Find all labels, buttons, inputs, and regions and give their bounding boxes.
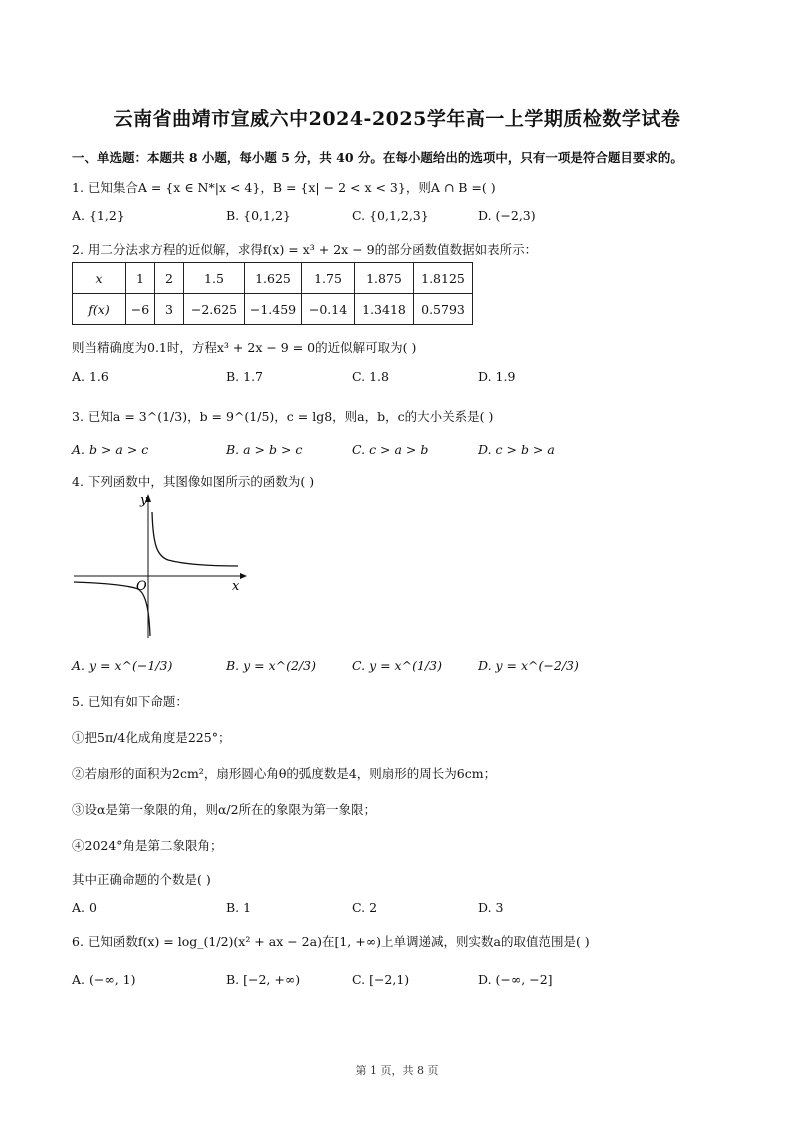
option-a: A. {1,2}: [72, 208, 125, 223]
option-c: C. {0,1,2,3}: [352, 208, 429, 223]
function-graph: [72, 490, 252, 640]
table-cell: 1.3418: [355, 294, 414, 325]
question-2-followup: 则当精确度为0.1时，方程x³ + 2x − 9 = 0的近似解可取为( ): [72, 340, 417, 355]
option-a: A. y = x^(−1/3): [72, 658, 173, 673]
option-c: C. [−2,1): [352, 972, 410, 987]
table-cell: 1.625: [245, 263, 302, 294]
table-cell: 2: [155, 263, 184, 294]
option-b: B. 1.7: [226, 369, 264, 384]
option-b: B. a > b > c: [226, 442, 303, 457]
table-cell: −1.459: [245, 294, 302, 325]
y-axis-label: y: [140, 493, 148, 508]
option-b: B. [−2, +∞): [226, 972, 301, 987]
option-a: A. (−∞, 1): [72, 972, 136, 987]
option-c: C. 2: [352, 900, 378, 915]
question-3-options: [72, 442, 632, 460]
proposition-3: ③设α是第一象限的角，则α/2所在的象限为第一象限；: [72, 802, 377, 817]
option-b: B. 1: [226, 900, 252, 915]
question-4-options: [72, 658, 632, 676]
proposition-1: ①把5π/4化成角度是225°；: [72, 730, 231, 745]
proposition-2: ②若扇形的面积为2cm²，扇形圆心角θ的弧度数是4，则扇形的周长为6cm；: [72, 766, 497, 781]
option-a: A. 1.6: [72, 369, 109, 384]
option-c: C. 1.8: [352, 369, 389, 384]
option-d: D. 3: [478, 900, 504, 915]
table-cell: 1.5: [184, 263, 245, 294]
table-cell: 1.875: [355, 263, 414, 294]
proposition-4: ④2024°角是第二象限角；: [72, 838, 223, 853]
x-axis-arrow: [240, 573, 247, 579]
x-axis-label: x: [232, 579, 240, 594]
table-cell: 3: [155, 294, 184, 325]
option-d: D. 1.9: [478, 369, 516, 384]
table-cell: 1.75: [302, 263, 355, 294]
option-d: D. (−∞, −2]: [478, 972, 553, 987]
curve-right-branch: [152, 512, 238, 566]
question-4-stem: 4. 下列函数中，其图像如图所示的函数为( ): [72, 474, 315, 489]
table-cell: −2.625: [184, 294, 245, 325]
table-cell: 1: [126, 263, 155, 294]
option-d: D. y = x^(−2/3): [478, 658, 579, 673]
page-footer: 第 1 页，共 8 页: [355, 1064, 439, 1077]
question-5-options: [72, 900, 632, 918]
table-row: [73, 294, 473, 325]
option-d: D. (−2,3): [478, 208, 536, 223]
function-value-table: [72, 262, 473, 325]
option-a: A. 0: [72, 900, 97, 915]
option-c: C. c > a > b: [352, 442, 429, 457]
table-row: [73, 263, 473, 294]
option-a: A. b > a > c: [72, 442, 149, 457]
question-6-options: [72, 972, 632, 990]
question-1-options: [72, 208, 632, 226]
table-cell: x: [73, 263, 126, 294]
option-c: C. y = x^(1/3): [352, 658, 442, 673]
table-cell: −0.14: [302, 294, 355, 325]
question-6-stem: 6. 已知函数f(x) = log_(1/2)(x² + ax − 2a)在[1, +∞)上单调递减，则实数a的取值范围是( ): [72, 934, 590, 949]
table-cell: −6: [126, 294, 155, 325]
question-2-options: [72, 369, 632, 387]
table-cell: 1.8125: [414, 263, 473, 294]
question-5-stem: 5. 已知有如下命题：: [72, 694, 188, 709]
option-b: B. y = x^(2/3): [226, 658, 317, 673]
page-title: 云南省曲靖市宣威六中2024-2025学年高一上学期质检数学试卷: [113, 108, 681, 130]
question-2-stem: 2. 用二分法求方程的近似解，求得f(x) = x³ + 2x − 9的部分函数值数据如表所示：: [72, 242, 538, 257]
question-5-question: 其中正确命题的个数是( ): [72, 872, 211, 887]
option-b: B. {0,1,2}: [226, 208, 291, 223]
question-3-stem: 3. 已知a = 3^(1/3)，b = 9^(1/5)，c = lg8，则a，b，c的大小关系是( ): [72, 409, 494, 424]
section-heading: 一、单选题：本题共 8 小题，每小题 5 分，共 40 分。在每小题给出的选项中，只有一项是符合题目要求的。: [72, 150, 683, 165]
table-cell: f(x): [73, 294, 126, 325]
question-1-stem: 1. 已知集合A = {x ∈ N*|x < 4}，B = {x| − 2 < x < 3}，则A ∩ B =( ): [72, 180, 496, 195]
table-cell: 0.5793: [414, 294, 473, 325]
origin-label: O: [136, 579, 147, 594]
option-d: D. c > b > a: [478, 442, 555, 457]
